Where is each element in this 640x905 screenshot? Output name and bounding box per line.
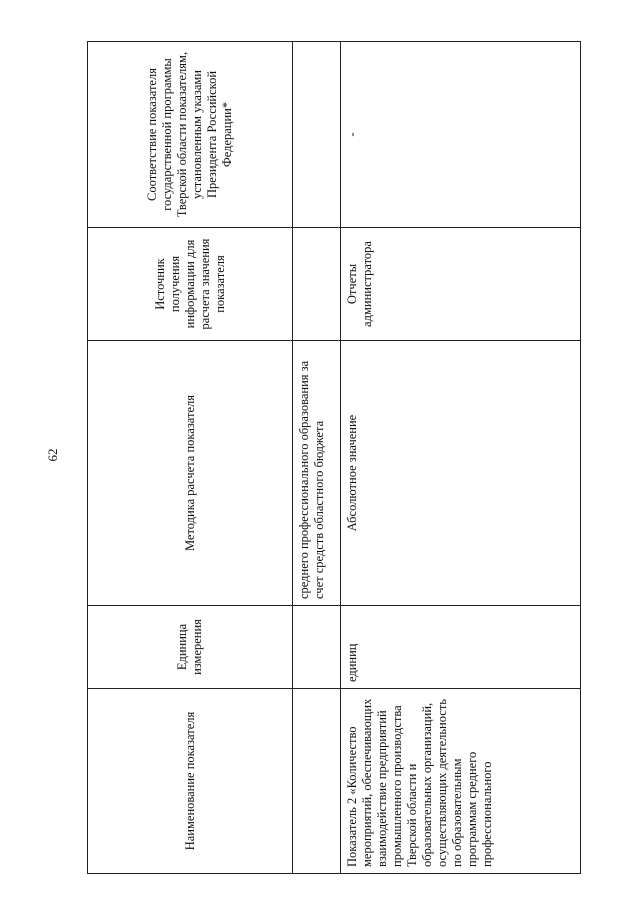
header-compliance: Соответствие показателя государственной программы Тверской области показателям, установленным указами Президента Российской Федерации*	[88, 42, 293, 228]
cell-unit: единиц	[341, 606, 581, 689]
cell-unit	[293, 606, 341, 689]
header-indicator-name: Наименование показателя	[88, 689, 293, 874]
cell-name: Показатель 2 «Количество мероприятий, обеспечивающих взаимодействие предприятий промышленного производства Тверской области и образовательных организаций, осуществляющих деятельность по образовательным программам среднего профессионального	[341, 689, 581, 874]
header-method: Методика расчета показателя	[88, 341, 293, 606]
cell-compliance	[293, 42, 341, 228]
table-row	[293, 42, 341, 874]
indicator-table	[87, 41, 581, 874]
cell-method: Абсолютное значение	[341, 341, 581, 606]
page-number: 62	[45, 448, 60, 462]
header-unit: Единица измерения	[88, 606, 293, 689]
cell-name	[293, 689, 341, 874]
cell-method: среднего профессионального образования за счет средств областного бюджета	[293, 341, 341, 606]
header-row	[88, 42, 293, 874]
header-source: Источник получения информации для расчета значения показателя	[88, 228, 293, 341]
cell-compliance: -	[341, 42, 581, 228]
table-row	[341, 42, 581, 874]
indicator-table-rotated	[87, 42, 587, 874]
cell-source: Отчеты администратора	[341, 228, 581, 341]
cell-source	[293, 228, 341, 341]
